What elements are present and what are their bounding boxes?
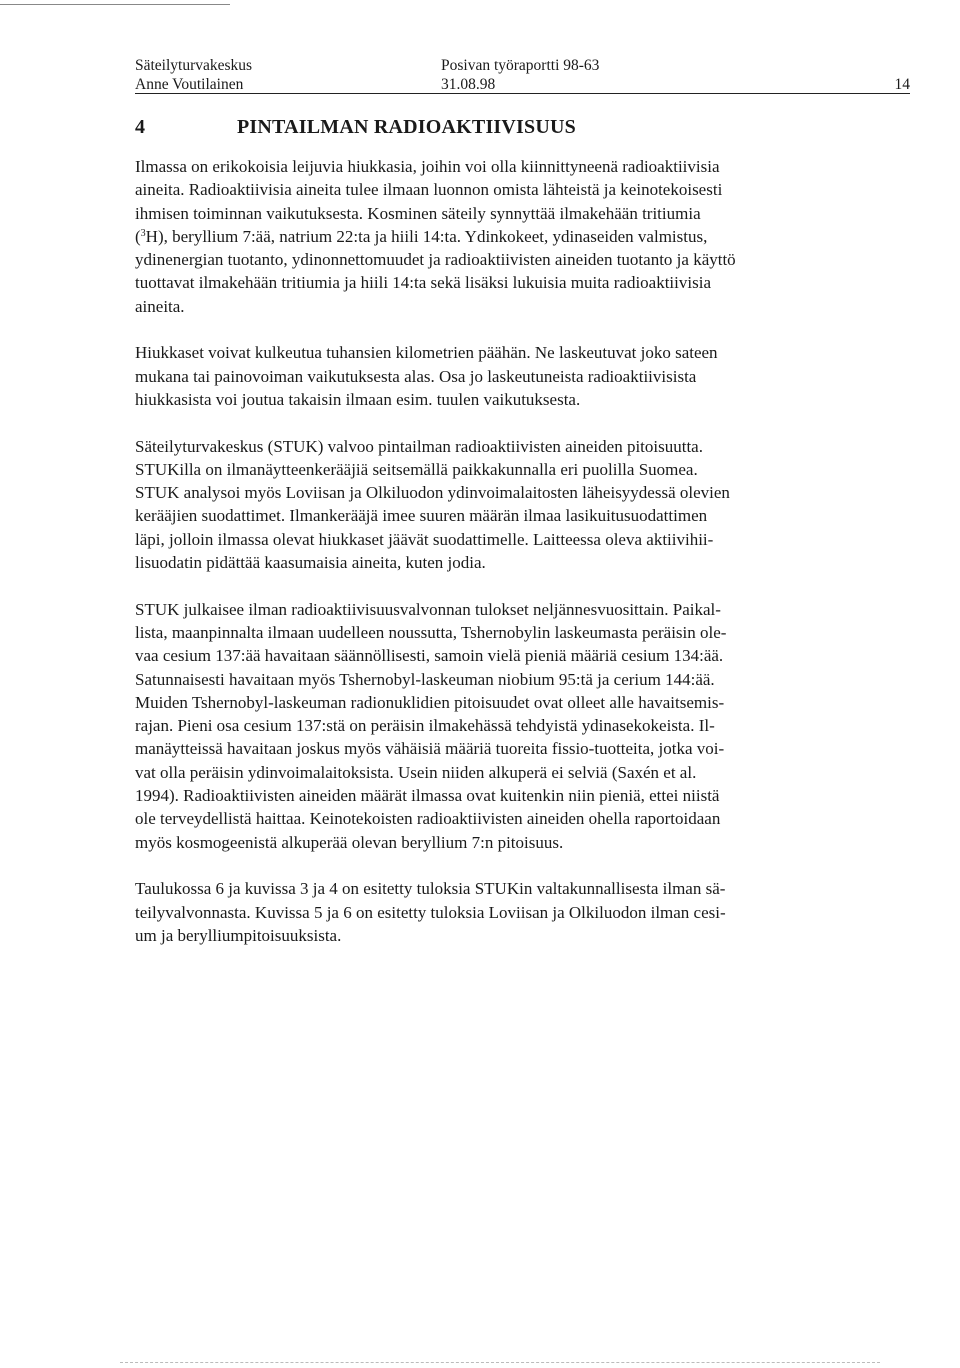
paragraph [135, 341, 835, 411]
tritium-line-text: H), beryllium 7:ää, natrium 22:ta ja hiili 14:ta. Ydinkokeet, ydinaseiden valmistus, [145, 226, 708, 246]
tritium-paren: ( [135, 226, 141, 246]
text-line: Muiden Tshernobyl-laskeuman radionuklidien pitoisuudet ovat olleet alle havaitsemis- [135, 692, 725, 712]
text-line: Ilmassa on erikokoisia leijuvia hiukkasia, joihin voi olla kiinnittyneenä radioaktiivisia [135, 157, 720, 176]
text-line: STUK analysoi myös Loviisan ja Olkiluodon ydinvoimalaitosten läheisyydessä olevien [135, 483, 730, 503]
text-line: Satunnaisesti havaitaan myös Tshernobyl-laskeuman niobium 95:tä ja cerium 144:ää. [135, 669, 715, 689]
text-line: STUK julkaisee ilman radioaktiivisuusvalvonnan tulokset neljännesvuosittain. Paikal- [135, 599, 721, 619]
paragraph [135, 877, 835, 947]
scan-artifact-top [0, 4, 230, 5]
text-line: mukana tai painovoiman vaikutuksesta alas. Osa jo laskeutuneista radioaktiivisista [135, 366, 697, 386]
header-org: Säteilyturvakeskus [135, 57, 253, 74]
section-title: PINTAILMAN RADIOAKTIIVISUUS [237, 116, 576, 138]
text-line: STUKilla on ilmanäytteenkerääjiä seitsemällä paikkakunnalla eri puolilla Suomea. [135, 459, 698, 479]
section-heading [135, 116, 576, 139]
header-report: Posivan työraportti 98-63 [441, 57, 600, 74]
text-line: kerääjien suodattimet. Ilmankerääjä imee suuren määrän ilmaa lasikuitusuodattimen [135, 506, 708, 526]
text-line: ydinenergian tuotanto, ydinonnettomuudet ja radioaktiivisten aineiden tuotanto ja käyttö [135, 250, 736, 270]
body-text [135, 155, 835, 970]
text-line: ihmisen toiminnan vaikutuksesta. Kosminen säteily synnyttää ilmakehään tritiumia [135, 203, 701, 223]
text-line: tuottavat ilmakehään tritiumia ja hiili 14:ta sekä lisäksi lukuisia muita radioaktiivisia [135, 273, 711, 293]
paragraph [135, 435, 835, 575]
header-page-number: 14 [894, 76, 910, 93]
text-line: aineita. Radioaktiivisia aineita tulee ilmaan luonnon omista lähteistä ja keinotekoisesti [135, 180, 723, 200]
text-line: vaa cesium 137:ää havaitaan säännöllisesti, samoin vielä pieniä määriä cesium 134:ää. [135, 646, 724, 666]
text-line: manäytteissä havaitaan joskus myös vähäisiä määriä tuoreita fissio-tuotteita, jotka voi- [135, 739, 725, 759]
text-line: ole terveydellistä haittaa. Keinotekoisten radioaktiivisten aineiden ohella raportoidaan [135, 809, 721, 829]
text-line: 1994). Radioaktiivisten aineiden määrät ilmassa ovat kuitenkin niin pieniä, ettei niistä [135, 786, 720, 806]
text-line: aineita. [135, 296, 185, 316]
text-line: Hiukkaset voivat kulkeutua tuhansien kilometrien päähän. Ne laskeutuvat joko sateen [135, 343, 718, 363]
text-line: vat olla peräisin ydinvoimalaitoksista. Usein niiden alkuperä ei selviä (Saxén et al. [135, 762, 697, 782]
text-line: myös kosmogeenistä alkuperää olevan beryllium 7:n pitoisuus. [135, 832, 564, 852]
text-line: lista, maanpinnalta ilmaan uudelleen noussutta, Tshernobylin laskeumasta peräisin ole- [135, 622, 727, 642]
header-rule [135, 93, 910, 94]
paragraph [135, 598, 835, 854]
text-line-tritium [135, 225, 835, 248]
text-line: Taulukossa 6 ja kuvissa 3 ja 4 on esitetty tuloksia STUKin valtakunnallisesta ilman sä- [135, 879, 726, 899]
text-line: Säteilyturvakeskus (STUK) valvoo pintailman radioaktiivisten aineiden pitoisuutta. [135, 436, 703, 456]
text-line: hiukkasista voi joutua takaisin ilmaan esim. tuulen vaikutuksesta. [135, 389, 581, 409]
text-line: läpi, jolloin ilmassa olevat hiukkaset jäävät suodattimelle. Laitteessa oleva aktiivihii- [135, 529, 714, 549]
paragraph [135, 155, 835, 318]
section-number: 4 [135, 116, 146, 138]
text-line: rajan. Pieni osa cesium 137:stä on peräisin ilmakehässä tehdyistä ydinasekokeista. Il- [135, 716, 715, 736]
header-date: 31.08.98 [441, 76, 496, 93]
tritium-superscript: 3 [140, 227, 146, 239]
text-line: lisuodatin pidättää kaasumaisia aineita, kuten jodia. [135, 553, 486, 573]
header-author: Anne Voutilainen [135, 76, 244, 93]
text-line: teilyvalvonnasta. Kuvissa 5 ja 6 on esitetty tuloksia Loviisan ja Olkiluodon ilman cesi- [135, 902, 726, 922]
page-header [135, 56, 910, 94]
scan-artifact-bottom [120, 1362, 880, 1363]
text-line: um ja berylliumpitoisuuksista. [135, 925, 342, 945]
